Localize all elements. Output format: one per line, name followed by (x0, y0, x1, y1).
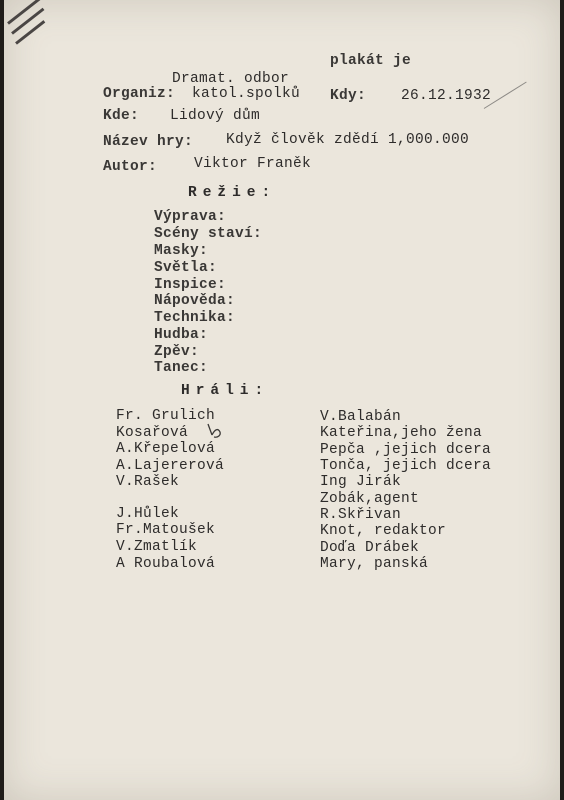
actor-name: A Roubalová (116, 556, 216, 572)
actor-name: A.Lajererová (116, 458, 225, 474)
crew-item: Zpěv: (154, 344, 200, 360)
crew-item: Světla: (154, 260, 218, 276)
actor-name: Kosařová (116, 425, 189, 441)
actor-name: V.Rašek (116, 474, 180, 490)
organizer-line-1: Dramat. odbor (172, 71, 290, 87)
organizer-label: Organiz: (103, 86, 176, 102)
place-label: Kde: (103, 108, 140, 124)
role-name: V.Balabán (320, 409, 402, 425)
role-name: Pepča ,jejich dcera (320, 442, 492, 458)
play-title-label: Název hry: (103, 134, 194, 150)
role-name: R.Skřivan (320, 507, 402, 523)
cast-heading: Hráli: (181, 383, 270, 399)
actor-name: J.Hůlek (116, 506, 180, 522)
actor-name: Fr. Grulich (116, 408, 216, 424)
actor-name: V.Zmatlík (116, 539, 198, 555)
corner-slash-mark (15, 20, 45, 45)
role-name: Doďa Drábek (320, 540, 420, 556)
corner-slash-mark (11, 8, 44, 35)
crew-item: Scény staví: (154, 226, 263, 242)
actor-name: Fr.Matoušek (116, 522, 216, 538)
poster-note: plakát je (330, 53, 412, 69)
place-value: Lidový dům (170, 108, 261, 124)
organizer-line-2: katol.spolků (192, 86, 301, 102)
author-value: Viktor Franěk (194, 156, 312, 172)
crew-item: Tanec: (154, 360, 209, 376)
role-name: Kateřina,jeho žena (320, 425, 483, 441)
play-title-value: Když člověk zdědí 1,000.000 (226, 132, 470, 148)
date-value: 26.12.1932 (401, 88, 492, 104)
role-name: Knot, redaktor (320, 523, 447, 539)
role-name: Ing Jirák (320, 474, 402, 490)
crew-item: Masky: (154, 243, 209, 259)
role-name: Zobák,agent (320, 491, 420, 507)
actor-name: A.Křepelová (116, 441, 216, 457)
pencil-scribble-mark (204, 421, 226, 441)
role-name: Tonča, jejich dcera (320, 458, 492, 474)
author-label: Autor: (103, 159, 158, 175)
crew-item: Nápověda: (154, 293, 236, 309)
direction-heading: Režie: (188, 185, 277, 201)
date-label: Kdy: (330, 88, 367, 104)
crew-item: Hudba: (154, 327, 209, 343)
crew-item: Výprava: (154, 209, 227, 225)
document-sheet (4, 0, 560, 800)
crew-item: Inspice: (154, 277, 227, 293)
role-name: Mary, panská (320, 556, 429, 572)
crew-item: Technika: (154, 310, 236, 326)
